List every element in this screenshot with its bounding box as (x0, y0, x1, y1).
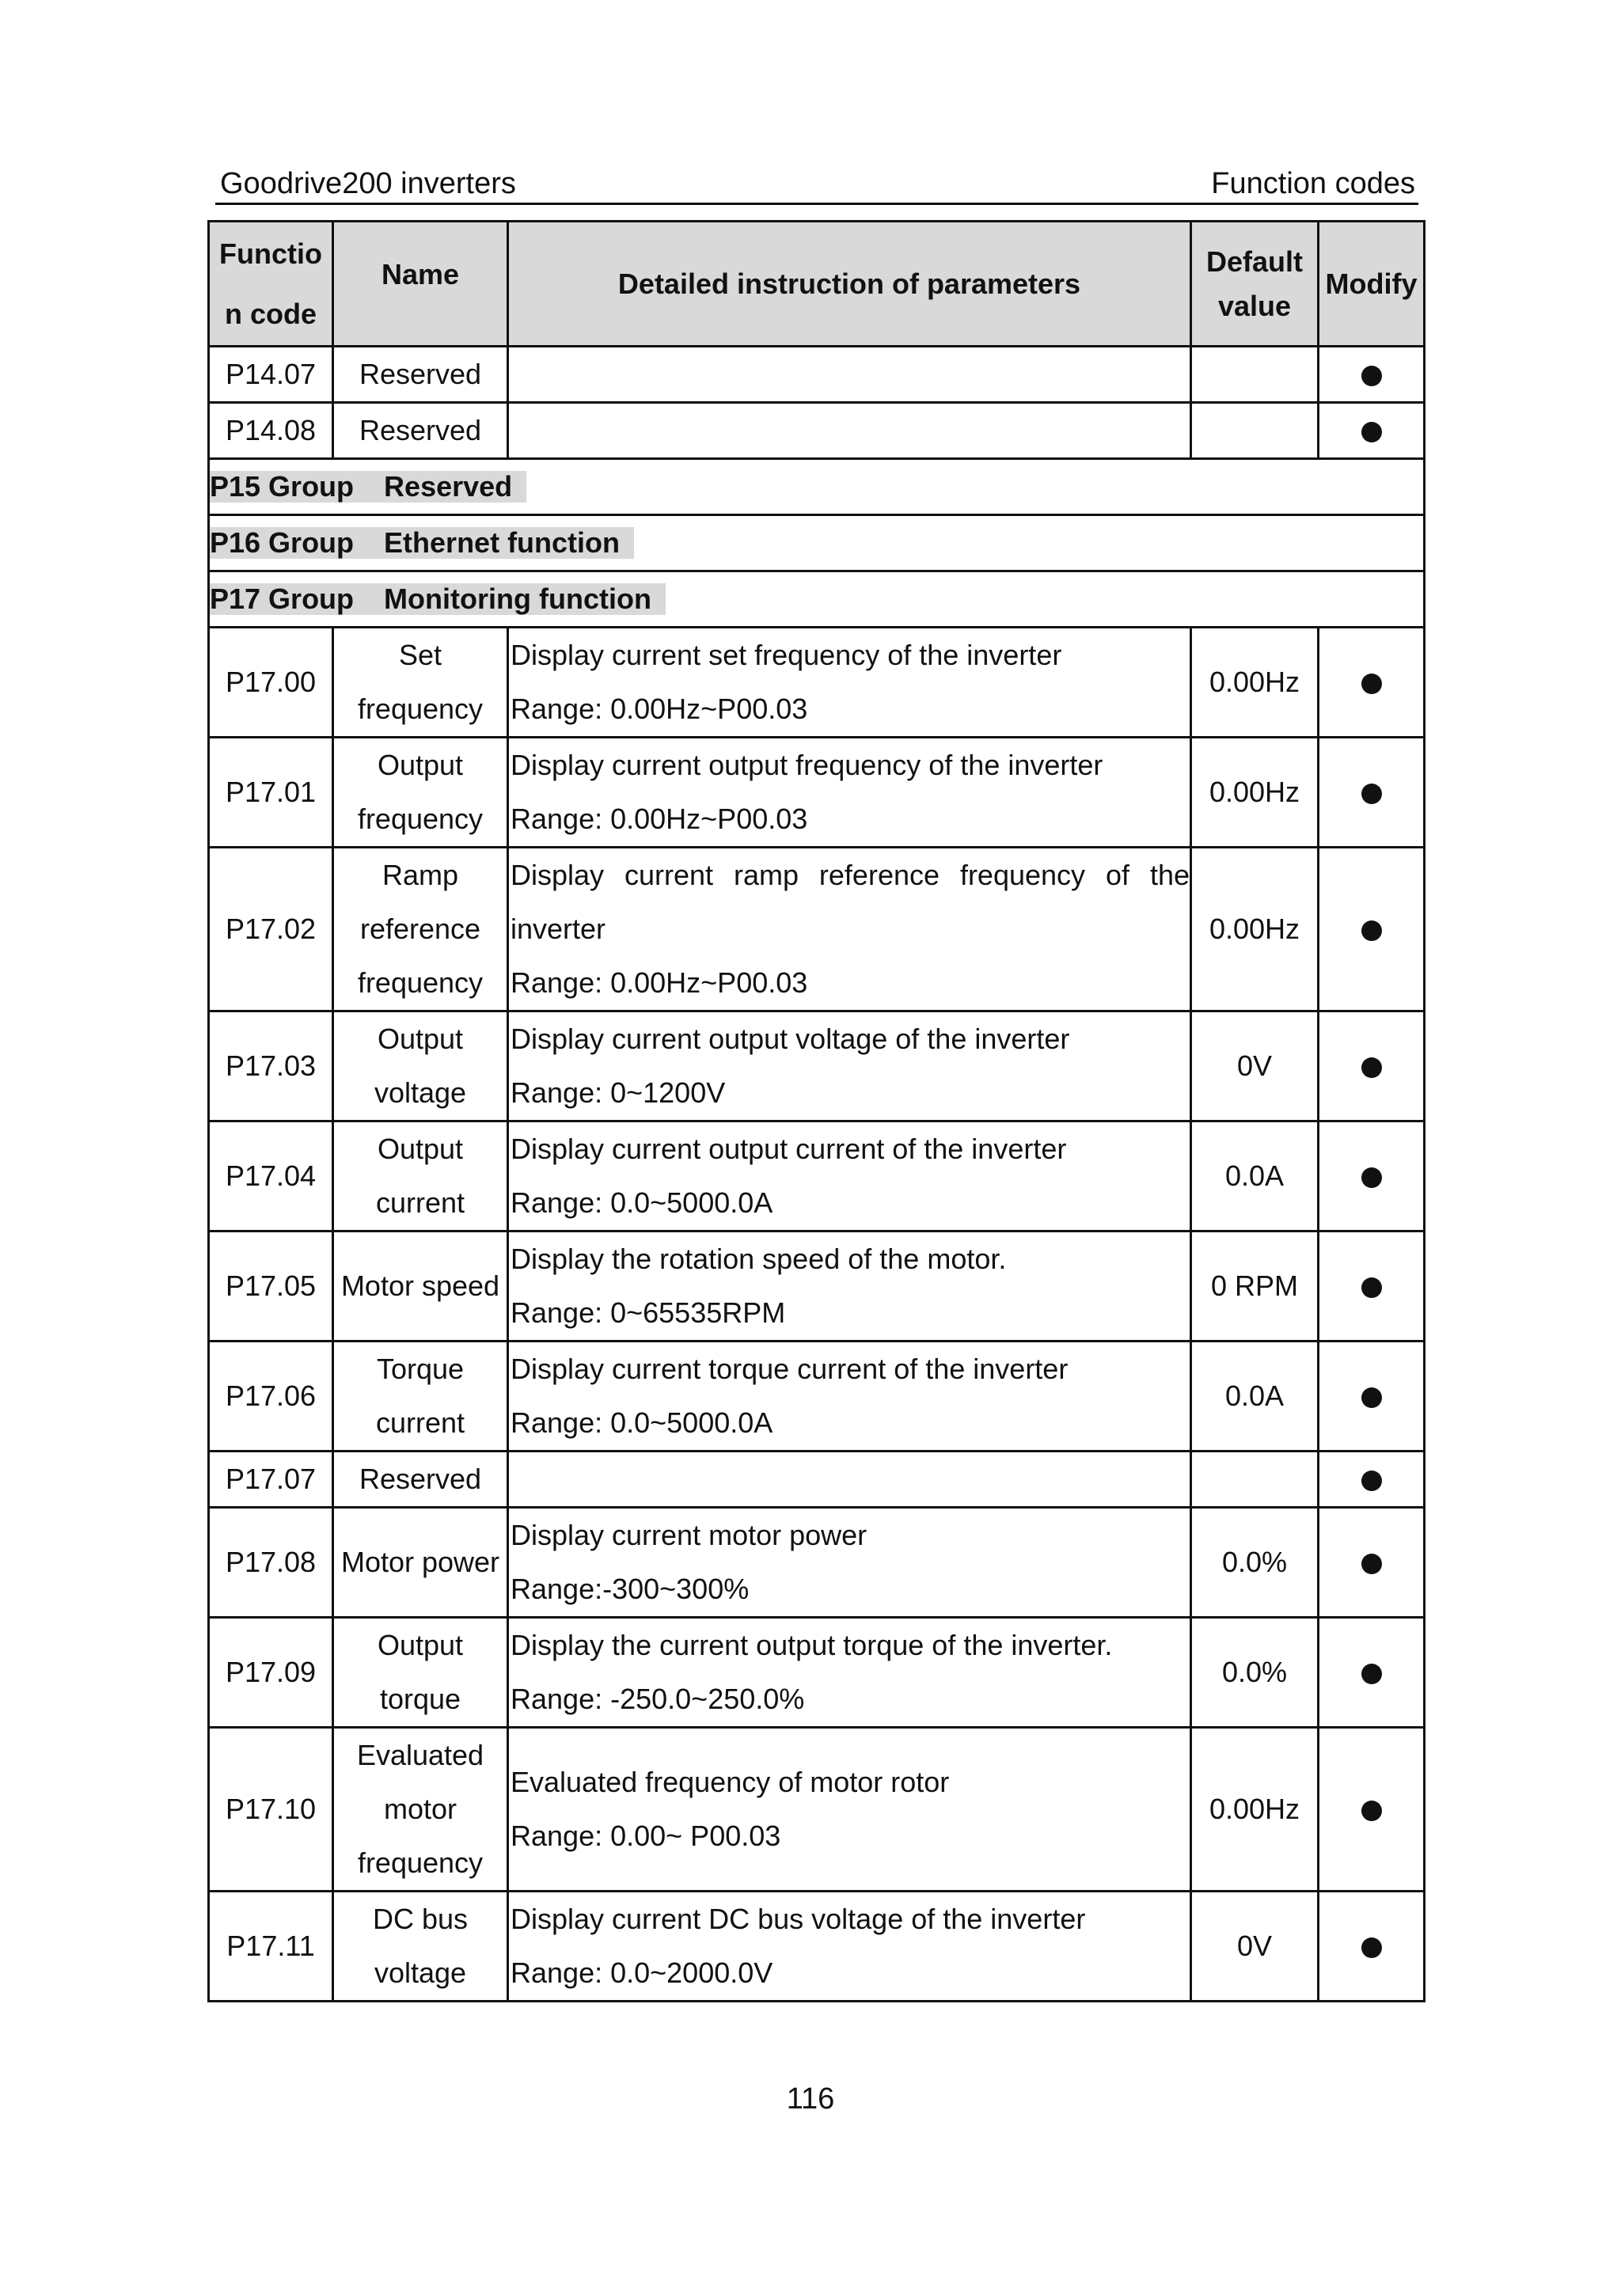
param-code: P17.01 (209, 738, 333, 848)
param-desc: Display current motor power Range:-300~300% (508, 1508, 1191, 1618)
param-default: 0.00Hz (1191, 848, 1319, 1011)
param-desc: Display current ramp reference frequency of the inverter Range: 0.00Hz~P00.03 (508, 848, 1191, 1011)
table-row (209, 1231, 1425, 1342)
table-row (209, 1728, 1425, 1892)
param-code: P17.04 (209, 1121, 333, 1231)
param-code: P17.11 (209, 1892, 333, 2002)
param-code: P17.00 (209, 628, 333, 738)
param-name: Set frequency (333, 628, 508, 738)
param-name: Output torque (333, 1618, 508, 1728)
param-code: P17.03 (209, 1011, 333, 1121)
param-name: Reserved (333, 1452, 508, 1508)
param-code: P17.02 (209, 848, 333, 1011)
filled-circle-icon (1361, 1937, 1382, 1958)
param-default: 0.00Hz (1191, 628, 1319, 738)
param-modify (1319, 1121, 1425, 1231)
table-row (209, 1618, 1425, 1728)
col-header-default: Default value (1191, 222, 1319, 347)
param-modify (1319, 1892, 1425, 2002)
group-heading (209, 515, 1425, 571)
param-code: P17.07 (209, 1452, 333, 1508)
param-default: 0V (1191, 1011, 1319, 1121)
param-desc: Display the rotation speed of the motor. Range: 0~65535RPM (508, 1231, 1191, 1342)
param-code: P17.08 (209, 1508, 333, 1618)
table-row (209, 1508, 1425, 1618)
table-row (209, 1121, 1425, 1231)
param-name: DC bus voltage (333, 1892, 508, 2002)
param-modify (1319, 1452, 1425, 1508)
param-modify (1319, 1618, 1425, 1728)
param-modify (1319, 347, 1425, 403)
group-row (209, 515, 1425, 571)
table-row (209, 1011, 1425, 1121)
filled-circle-icon (1361, 1277, 1382, 1298)
col-header-code: Functio n code (209, 222, 333, 347)
table-row (209, 347, 1425, 403)
param-modify (1319, 1342, 1425, 1452)
param-name: Torque current (333, 1342, 508, 1452)
group-title: Reserved (384, 470, 513, 503)
filled-circle-icon (1361, 674, 1382, 694)
param-desc: Display current torque current of the inverter Range: 0.0~5000.0A (508, 1342, 1191, 1452)
filled-circle-icon (1361, 784, 1382, 804)
table-row (209, 1342, 1425, 1452)
col-header-name: Name (333, 222, 508, 347)
filled-circle-icon (1361, 1664, 1382, 1684)
param-default: 0.0A (1191, 1121, 1319, 1231)
table-row (209, 628, 1425, 738)
filled-circle-icon (1361, 1387, 1382, 1408)
param-modify (1319, 628, 1425, 738)
param-desc: Display current output voltage of the inverter Range: 0~1200V (508, 1011, 1191, 1121)
parameter-table (207, 220, 1425, 2002)
filled-circle-icon (1361, 1554, 1382, 1574)
group-heading (209, 459, 1425, 515)
param-default (1191, 347, 1319, 403)
filled-circle-icon (1361, 366, 1382, 386)
group-row (209, 459, 1425, 515)
group-title: Ethernet function (384, 526, 621, 559)
param-code: P17.10 (209, 1728, 333, 1892)
param-code: P14.08 (209, 403, 333, 459)
filled-circle-icon (1361, 1801, 1382, 1821)
param-name: Reserved (333, 347, 508, 403)
param-modify (1319, 1231, 1425, 1342)
param-name: Evaluated motor frequency (333, 1728, 508, 1892)
param-default: 0.00Hz (1191, 738, 1319, 848)
param-default: 0.0A (1191, 1342, 1319, 1452)
param-default (1191, 1452, 1319, 1508)
group-id: P16 Group (210, 526, 355, 559)
param-default: 0 RPM (1191, 1231, 1319, 1342)
param-modify (1319, 738, 1425, 848)
param-desc (508, 1452, 1191, 1508)
param-modify (1319, 1011, 1425, 1121)
param-modify (1319, 1508, 1425, 1618)
page-number: 116 (786, 2082, 835, 2116)
table-row (209, 848, 1425, 1011)
param-name: Reserved (333, 403, 508, 459)
param-code: P17.06 (209, 1342, 333, 1452)
param-default: 0.00Hz (1191, 1728, 1319, 1892)
running-header (218, 165, 1415, 206)
param-desc (508, 347, 1191, 403)
group-title: Monitoring function (384, 583, 651, 615)
table-row (209, 1452, 1425, 1508)
filled-circle-icon (1361, 422, 1382, 442)
table-row (209, 1892, 1425, 2002)
filled-circle-icon (1361, 920, 1382, 941)
param-code: P17.05 (209, 1231, 333, 1342)
table-row (209, 738, 1425, 848)
param-code: P17.09 (209, 1618, 333, 1728)
param-name: Output current (333, 1121, 508, 1231)
header-rule (215, 203, 1418, 205)
table-header-row (209, 222, 1425, 347)
group-band (210, 583, 666, 615)
param-default: 0.0% (1191, 1508, 1319, 1618)
param-modify (1319, 1728, 1425, 1892)
param-desc: Display the current output torque of the inverter. Range: -250.0~250.0% (508, 1618, 1191, 1728)
param-desc: Display current output frequency of the inverter Range: 0.00Hz~P00.03 (508, 738, 1191, 848)
param-desc (508, 403, 1191, 459)
filled-circle-icon (1361, 1471, 1382, 1491)
param-desc: Evaluated frequency of motor rotor Range: 0.00~ P00.03 (508, 1728, 1191, 1892)
header-section: Function codes (1211, 167, 1415, 200)
param-desc: Display current set frequency of the inverter Range: 0.00Hz~P00.03 (508, 628, 1191, 738)
group-id: P15 Group (210, 470, 355, 503)
param-desc: Display current DC bus voltage of the inverter Range: 0.0~2000.0V (508, 1892, 1191, 2002)
param-name: Motor speed (333, 1231, 508, 1342)
param-name: Ramp reference frequency (333, 848, 508, 1011)
param-desc: Display current output current of the inverter Range: 0.0~5000.0A (508, 1121, 1191, 1231)
param-default: 0V (1191, 1892, 1319, 2002)
table-row (209, 403, 1425, 459)
param-default (1191, 403, 1319, 459)
param-modify (1319, 403, 1425, 459)
filled-circle-icon (1361, 1057, 1382, 1078)
group-id: P17 Group (210, 583, 355, 615)
param-code: P14.07 (209, 347, 333, 403)
col-header-desc: Detailed instruction of parameters (508, 222, 1191, 347)
group-band (210, 527, 634, 559)
param-name: Motor power (333, 1508, 508, 1618)
col-header-modify: Modify (1319, 222, 1425, 347)
param-name: Output frequency (333, 738, 508, 848)
header-product: Goodrive200 inverters (220, 167, 516, 200)
param-default: 0.0% (1191, 1618, 1319, 1728)
param-modify (1319, 848, 1425, 1011)
group-row (209, 571, 1425, 628)
filled-circle-icon (1361, 1167, 1382, 1188)
group-band (210, 471, 526, 503)
param-name: Output voltage (333, 1011, 508, 1121)
group-heading (209, 571, 1425, 628)
